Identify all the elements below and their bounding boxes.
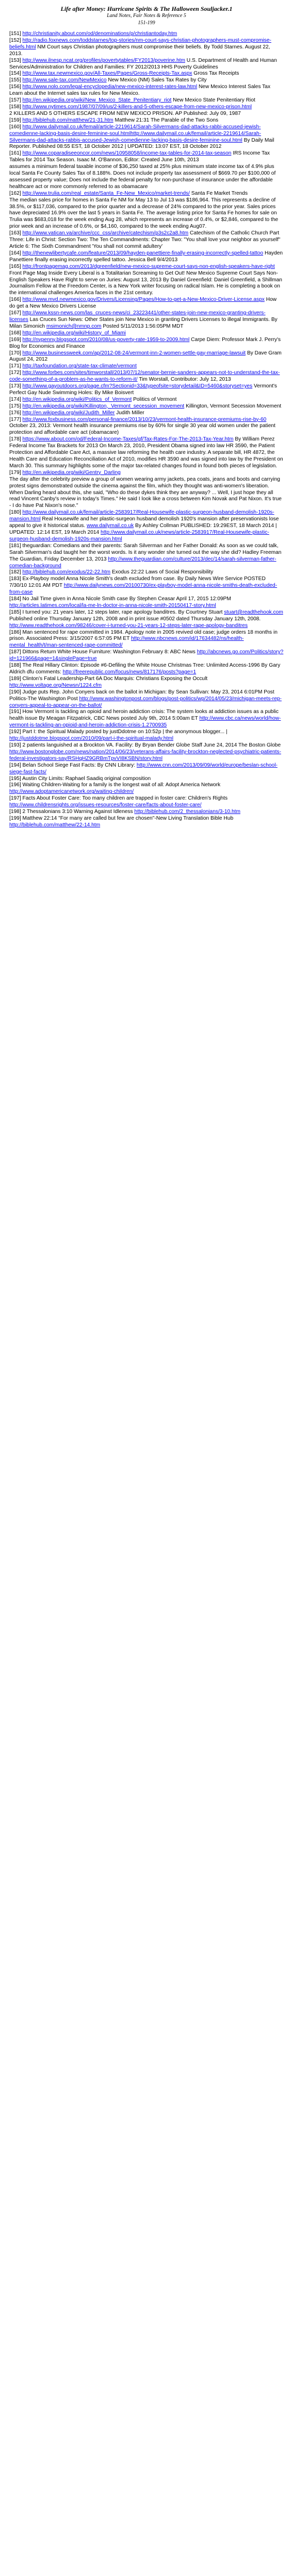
reference-entry <box>9 164 284 191</box>
reference-link[interactable]: http://www.businessweek.com/ap/2012-08-24/vermont-inn-2-women-settle-gay-marriage-lawsuit <box>22 350 246 356</box>
reference-entry <box>9 477 284 510</box>
reference-text: Part I: the Spiritual Malady posted by justDdotme on 10:52p | the anonymous blogger... | <box>22 729 227 735</box>
reference-entry <box>9 363 284 370</box>
reference-link[interactable]: http://biblehub.com/matthew/21-31.htm <box>22 117 113 123</box>
reference-entry <box>9 370 284 383</box>
reference-number: [199] <box>9 815 21 821</box>
reference-link[interactable]: http://en.wikipedia.org/wiki/Judith_Miller <box>22 410 115 416</box>
reference-entry <box>9 191 284 197</box>
reference-entry <box>9 795 284 809</box>
reference-text: Ex-Playboy model Anna Nicole Smith's death excluded from case. By Daily News Wire Service POSTED 7/30/10 12:01 AM PDT <box>9 576 266 589</box>
document-subtitle: Land Notes, Fair Notes & Reference 5 <box>107 13 186 19</box>
reference-link[interactable]: http://www.trulia.com/real_estate/Santa_Fe-New_Mexico/market-trends/ <box>22 190 190 196</box>
reference-number: [153] <box>9 57 21 63</box>
reference-number: [191] <box>9 709 21 715</box>
reference-text: NM Court says Christian photographers must compromise their beliefs. By Todd Starnes. August 22, 2013. <box>9 44 270 57</box>
reference-text: Killington, Vermont Secession Movement <box>184 403 282 409</box>
reference-number: [163] <box>9 230 21 236</box>
reference-number: [197] <box>9 795 21 802</box>
reference-entry <box>9 649 284 663</box>
reference-link[interactable]: www.dailymail.co.uk <box>87 523 134 529</box>
reference-text: How Vermont is tackling an opioid and heroin addiction crisis: The system looks at addiction issues as a public health issue By Meagan Fitzpatrick, CBC News posted July 9th, 2014 5:00am ET <box>9 709 279 722</box>
page-range: 151-199 <box>138 20 155 26</box>
reference-number: [165] <box>9 263 21 269</box>
reference-number: [182] <box>9 569 21 575</box>
reference-entry <box>9 689 284 709</box>
reference-link[interactable]: http://radio.foxnews.com/toddstarnes/top-stories/nm-court-says-christian-photographers-must-compromise-beliefs.html <box>9 37 271 50</box>
reference-entry <box>9 776 284 783</box>
reference-link[interactable]: http://biblehub.com/matthew/22-14.htm <box>9 822 101 828</box>
reference-text: Real Housewife and her plastic-surgeon husband demolish 1920's mansion after preservationists lose appeal to give it historical status. <box>9 516 279 529</box>
reference-link[interactable]: http://www.kssn-news.com/las_cruces-news/ci_23223441/other-states-join-new-mexico-granting-drivers-licenses <box>9 310 266 323</box>
reference-text: By Dave Gram August 24, 2012 <box>9 350 282 363</box>
reference-entry <box>9 596 284 609</box>
reference-entry <box>9 104 284 111</box>
reference-link[interactable]: http://nypenny.blogspot.com/2010/08/us-poverty-rate-1959-to-2009.html <box>22 336 190 343</box>
reference-text: New Mexico (NM) Sales Tax Rates by City <box>106 77 207 83</box>
reference-number: [154] <box>9 71 21 77</box>
reference-number: [171] <box>9 363 21 369</box>
reference-number: [177] <box>9 416 21 422</box>
reference-link[interactable]: http://en.wikipedia.org/wiki/History_of_Miami <box>22 330 126 336</box>
reference-entry <box>9 510 284 543</box>
reference-entry <box>9 397 284 403</box>
document-header <box>9 5 284 27</box>
reference-link[interactable]: http://abcnews.go.com/Politics/story?id=121966&page=1&singlePage=true <box>9 649 284 662</box>
reference-entry <box>9 543 284 570</box>
reference-link[interactable]: http://en.wikipedia.org/wiki/Killington,_Vermont_secession_movement <box>22 403 185 409</box>
reference-number: [166] <box>9 297 21 303</box>
reference-entry <box>9 330 284 337</box>
reference-link[interactable]: http://www.forbes.com/sites/timworstall/2013/07/12/senator-bernie-sanders-appears-not-to-understand-the-tax-code-something-of-a-problem-as-he-wants-to-reform-it/ <box>9 370 280 383</box>
reference-number: [174] <box>9 396 21 402</box>
reference-text: By Daily Mail Reporter. Published 08:55 EST, 18 October 2012 | UPDATED: 13:07 EST, 18 October 2012 <box>9 137 274 150</box>
reference-number: [188] <box>9 663 21 669</box>
reference-link[interactable]: http://frontpagemag.com/2013/dgreenfield/new-mexico-supreme-court-says-non-english-speakers-have-right <box>22 263 275 269</box>
reference-number: [184] <box>9 596 21 602</box>
reference-text: October 23, 2013: Vermont health insurance premiums rise by 60% for single 30 year old women under the patient protection and affordable care act (obamacare) <box>9 423 275 436</box>
reference-link[interactable]: http://www.readthehook.com/98246/cover-i-turned-you-21-years-12-steps-later-rape-apology-banditres <box>9 622 248 629</box>
reference-number: [187] <box>9 649 21 655</box>
reference-entry <box>9 410 284 417</box>
reference-text: Gross Tax Receipts <box>192 71 239 77</box>
reference-number: [190] <box>9 689 21 695</box>
reference-link[interactable]: http://www.vatican.va/archive/ccc_css/archive/catechism/p3s2c2a8.htm <box>22 230 189 236</box>
reference-entry <box>9 436 284 470</box>
reference-entry <box>9 71 284 77</box>
reference-text: Vermont's Perfect Gay Nude Swimming Holes: By Mike Boisvert <box>9 383 278 396</box>
reference-text: The Real Hillary Clinton: Episode #6-Defiling the White House Christmas Tree: Unlimited Access-1996 By Gary Aldrich dfu comments: <box>9 663 281 675</box>
reference-number: [152] <box>9 37 21 43</box>
reference-entry <box>9 809 284 816</box>
reference-entry <box>9 337 284 350</box>
reference-number: [183] <box>9 576 21 582</box>
reference-text: Published online Thursday January 12th, 2008 and in print issue #0502 dated Thursday January 12th, 2008. <box>9 616 261 622</box>
reference-text: The day after the celebrity preview a group of women wearing army jackets, pea coats, jeans and boots and carrying protest signs demonstrated outside the cinema against the film, which they thought was anti-women's liberation. When Darling heard about this, she said, "Who do these dykes think they are anyway? ... Well, I just hope they all read Vincent Canby's review in today's Times." He said I look like a cross between Kim Novak and Pat Nixon. It's true - I do have Pat Nixon's nose." <box>9 476 282 509</box>
reference-entry <box>9 383 284 397</box>
reference-entry <box>9 38 284 58</box>
reference-text: No Jail Time given in Anna Nicole Smith case By Stephen Ceasar April 17, 2015 12:09PM <box>22 596 231 602</box>
reference-link[interactable]: http://en.wikipedia.org/wiki/Gentry_Darling <box>22 469 121 476</box>
reference-number: [180] <box>9 510 21 516</box>
reference-text: Catechism of the Catholic Church Part Three: Life in Christ: Section Two: The Ten Commandments: Chapter Two: "You shall love your neighbor as yourself" Article 6: The Sixth Commandment 'You shall not commit adultery' <box>9 230 281 249</box>
reference-entry <box>9 297 284 310</box>
reference-entry <box>9 117 284 124</box>
reference-entry <box>9 111 284 117</box>
reference-text: By Ashley Collman PUBLISHED: 19:29EST, 18 March 2014 | UPDATED: 12:14 EST, 19 March 2014 <box>9 523 277 535</box>
reference-text: Waiting Children-Waiting for a family is the longest wait of all: Adopt America Network <box>22 782 221 788</box>
reference-text: Dittons Return White House Furniture: Washington February 8: ABC News <box>22 649 197 655</box>
reference-list <box>9 31 284 2576</box>
reference-link[interactable]: http://www.dailymail.co.uk/femail/article-2219614/Sarah-Silvermans-dad-attacks-rabbis-accused-Jewish-comedienne-lacking-basis-desire-feminine-soul.html <box>9 130 262 143</box>
reference-link[interactable]: http://articles.latimes.com/local/la-me-ln-doctor-in-anna-nicole-smith-20150417-story.html <box>9 602 216 608</box>
reference-text: theguardian: Comedians and their parents: Sarah Silverman and her Father Donald: As soon as we could talk, Sarah Silverman's dad taught her the worst words. Is it any wonder she turned out the way she did? Hadley Freeman The Guardian, Friday December 13, 2013 <box>9 543 282 562</box>
reference-number: [161] <box>9 150 21 157</box>
reference-entry <box>9 84 284 97</box>
reference-number: [158] <box>9 104 21 110</box>
reference-text: Front Page Mag Inside Every Liberal is a Totalitarian Screaming to Get Out! New Mexico Supreme Court Says Non-English Speakers Have Right to serve on Juries: August 13, 2013 By Daniel Greenfield: Daniel Greenfield, a Shillman Journalism Fellow at the Freedom Center, is a New York writer focusing on radical Islam. He is completing a book on the international challenges America faces in the 21st century. <box>9 270 282 296</box>
reference-link[interactable]: http://www.nytimes.com/1987/07/09/us/2-killers-and-5-others-escape-from-new-mexico-prison.html <box>22 104 252 110</box>
reference-text: New Mexico State Penitentiary Riot <box>171 97 255 104</box>
reference-text: IRS Income Tax Tables for 2014 Tax Season. Isaac M. O'Bannon, Editor: Created June 10th, 2013 <box>9 150 270 163</box>
reference-link[interactable]: http://en.wikipedia.org/wiki/Politics_of_Vermont <box>22 396 132 402</box>
reference-entry <box>9 264 284 297</box>
reference-entry <box>9 762 284 776</box>
reference-number: [169] <box>9 336 21 343</box>
reference-text: Matthew 22:14 "For many are called but few are chosen"-New Living Translation Bible Hub <box>22 815 234 821</box>
reference-number: [172] <box>9 370 21 376</box>
reference-text: Exodus 22:22 Laws of Social Responsibility <box>110 569 214 575</box>
reference-number: [156] <box>9 84 21 90</box>
reference-text: Hayden Panettiere finally erasing incorrectly spelled tattoo. Jessica Bell 9/4/2013 <box>9 250 283 263</box>
reference-link[interactable]: http://www.adoptamericanetwork.org/waiting-children/ <box>9 789 134 795</box>
reference-link[interactable]: http://www.dailymail.co.uk/news/article-2583917/Real-Housewife-plastic-surgeon-husband-demolish-1920s-mansion.html <box>9 529 269 542</box>
reference-text: How do get a New Mexico Drivers License <box>9 297 277 310</box>
reference-link[interactable]: http://www.dailymail.co.uk/femail/article-2583917/Real-Housewife-plastic-surgeon-husband-demolish-1920s-mansion.html <box>9 510 274 522</box>
reference-number: [167] <box>9 310 21 316</box>
reference-text: Judge puts Rep. John Conyers back on the ballot in Michigan: By Sean Sullivan: May 23, 2014 6:01PM Post Politics-The Washington Post <box>9 689 274 702</box>
reference-link[interactable]: http://www.ilnesp.ncat.org/profiles/povertytables/FY2013/poverine.htm <box>22 57 185 63</box>
reference-entry <box>9 569 284 576</box>
reference-text: Tim Worstall, Contributor: July 12, 2013 <box>137 377 231 383</box>
reference-entry <box>9 310 284 330</box>
reference-link[interactable]: http://www.voltage.org/Newsn/1224.cfm <box>9 682 102 688</box>
reference-number: [194] <box>9 762 21 768</box>
reference-entry <box>9 816 284 829</box>
reference-link[interactable]: http://www.nbcnews.com/id/17634482/ns/health-mental_health/t/man-sentenced-rape-committed/ <box>9 636 244 649</box>
reference-entry <box>9 782 284 795</box>
reference-entry <box>9 58 284 71</box>
reference-text: Clinton's Fatal Leadership-Part 6A Doc Marquis: Christians Exposing the Occult <box>22 675 208 682</box>
reference-number: [196] <box>9 782 21 788</box>
reference-link[interactable]: http://biblehub.com/2_thessalonians/3-10.htm <box>134 809 240 815</box>
reference-number: [192] <box>9 729 21 735</box>
reference-link[interactable]: https://www.about.com/od/Federal-Income-Taxes/gf/Tax-Rates-For-The-2013-Tax-Year.htm <box>22 436 234 443</box>
reference-text: 2 patients languished at a Brockton VA. Facility: By Bryan Bender Globe Staff June 24, 2014 The Boston Globe <box>22 742 281 748</box>
reference-number: [157] <box>9 97 21 104</box>
reference-link[interactable]: msimonich@nmnp.com <box>46 323 102 329</box>
reference-number: [176] <box>9 410 21 416</box>
reference-text: New Mexico Interest Sales Tax Learn about the Internet sales tax rules for New Mexico. <box>9 84 271 97</box>
reference-text: Carpe Diem: Professor Mark J. Perry's Blog for Economics and Finance <box>9 336 281 349</box>
reference-number: [170] <box>9 350 21 356</box>
reference-text: By William Perez Federal Income Tax Brackets for 2013 On March 23, 2010, President Obama signed into law HR 3590, the Patient Protection and Affordable Care Act, a massive law reforming the health care industry. A separate bill, HR 4872, the Health Care and Education Reconciliation Act of 2010, modifies HR 3590 and was signed into law by the President on March 30. This summary highlights some of the major tax-related changes found in found both pieces of legislation. <box>9 436 283 469</box>
reference-text: Austin City Limits: Raphael Saadiq original composition <box>22 775 151 782</box>
reference-entry <box>9 470 284 477</box>
reference-text: The median sales price for homes in Santa Fe NM for May 13 to Jul 13 was $186,964. This represents a decline of 38.5%, or $117,036, compared to the prior quarter and a decrease of 24% compared to the prior year. Sales prices have depreciated 16.9% over the last 5 years in Santa Fe. The average listing price for Santa Fe homes for sale on Trulia was $683,018 for the week ending Aug 28, which represents an increase of 0.4%, or $2,846, compared to the prior week and an increase of 0.6%, or $4,160, compared to the week ending Aug07. <box>9 197 279 230</box>
reference-link[interactable]: http://thenewlibertycafe.com/feature/2013/09/hayden-panettiere-finally-erasing-incorrectly-spelled-tattoo <box>22 250 264 256</box>
reference-entry <box>9 31 284 38</box>
reference-number: [181] <box>9 543 21 549</box>
reference-entry <box>9 609 284 630</box>
document-title: Life after Money: Hurricane Spirits & The Halloween Souljacker.1 <box>60 5 233 12</box>
reference-text: Facts About Foster Care: Too many children are trapped in foster care: Children's Rights <box>22 795 228 802</box>
reference-link[interactable]: http://www.cnn.com/2013/09/09/world/europe/beslan-school-siege-fast-facts/ <box>9 762 278 775</box>
reference-number: [173] <box>9 383 21 389</box>
reference-entry <box>9 97 284 104</box>
reference-number: [179] <box>9 469 21 476</box>
reference-entry <box>9 250 284 264</box>
reference-entry <box>9 350 284 364</box>
reference-entry <box>9 576 284 596</box>
reference-text: 2 KILLERS AND 5 OTHERS ESCAPE FROM NEW MEXICO PRISON. AP Published: July 09, 1987 <box>9 110 241 116</box>
reference-link[interactable]: http://www.washingtonpost.com/blogs/post-politics/wp/2014/05/23/michigan-meets-rep-conyers-appeal-to-appear-on-the-ballot/ <box>9 696 282 708</box>
reference-entry <box>9 150 284 164</box>
reference-link[interactable]: http://www.sale-tax.com/NewMexico <box>22 77 107 83</box>
reference-link[interactable]: http://taxfoundation.org/state-tax-climate/vermont <box>22 363 137 369</box>
reference-link[interactable]: http://biblehub.com/exodus/22-22.htm <box>22 569 110 575</box>
reference-link[interactable]: http://www.coparadiseeoncor.com/news/10958058/income-tax-tables-for-2014-tax-season <box>22 150 232 157</box>
reference-number: [189] <box>9 675 21 682</box>
reference-number: [168] <box>9 330 21 336</box>
reference-number: [186] <box>9 629 21 635</box>
reference-link[interactable]: http://www.childrensrights.org/issues-resources/foster-care/facts-about-foster-care/ <box>9 802 202 808</box>
reference-text: Santa Fe Market Trends <box>189 190 248 196</box>
reference-entry <box>9 124 284 151</box>
reference-link[interactable]: http://www.tax.newmexico.gov/All-Taxes/Pages/Gross-Receipts-Tax.aspx <box>22 71 192 77</box>
reference-entry <box>9 729 284 742</box>
reference-link[interactable]: stuart@readthehook.com <box>224 609 283 615</box>
reference-link[interactable]: http://www.dailymail.co.uk/femail/article-2219614/Sarah-Silvermans-dad-attacks-rabbi-accused-jewish-comedienne-lacking-basis-desire-feminine-soul.html <box>9 124 261 137</box>
reference-entry <box>9 742 284 762</box>
reference-number: [162] <box>9 190 21 196</box>
reference-link[interactable]: http://christianity.about.com/od/denominations/p/christiantoday.htm <box>22 31 177 37</box>
reference-link[interactable]: http://www.gayoutdoors.org/page.cfm?Sectionid=33&typeofsite=storydetail&ID=5460&storyset=yes <box>22 383 253 389</box>
reference-link[interactable]: http://www.bostonglobe.com/news/nation/2014/06/23/veterans-affairs-facility-brockton-neglected-psychiatric-patients-federal-investigators-say/RSHqHZ9GRBmTpvVI8KSBN/story.html <box>9 749 282 761</box>
reference-entry <box>9 403 284 410</box>
reference-link[interactable]: http://www.foxbusiness.com/personal-finance/2013/10/23/vermont-health-insurance-premiums-rise-by-60 <box>22 416 267 422</box>
reference-entry <box>9 663 284 676</box>
reference-entry <box>9 676 284 689</box>
reference-text: U.S. Department of Health and Human Services/Administration for Children and Families: FY 2012/2013 HHS Poverty Guidelines <box>9 57 277 70</box>
reference-link[interactable]: http://www.dailynews.com/20100730/ex-playboy-model-anna-nicole-smiths-death-excluded-from-case <box>9 583 278 596</box>
reference-number: [155] <box>9 77 21 83</box>
reference-number: [151] <box>9 31 21 37</box>
reference-number: [185] <box>9 609 21 615</box>
reference-text: 2 Thessalonians 3:10 Warning Against Idleness <box>22 809 135 815</box>
reference-link[interactable]: http://www.mvd.newmexico.gov/Drivers/Licensing/Pages/How-to-get-a-New-Mexico-Driver-License.aspx <box>22 297 265 303</box>
reference-entry <box>9 709 284 729</box>
reference-text: Man sentenced for rape committed in 1984. Apology note in 2005 revived old case; judge orders 18 months in prison. Associated Press: 3/15/2007 6:57:05 PM ET <box>9 629 278 642</box>
reference-number: [159] <box>9 117 21 123</box>
reference-link[interactable]: http://www.theguardian.com/culture/2013/dec/14/sarah-silverman-father-comedian-background <box>9 556 276 569</box>
reference-text: assumes a minimum federal taxable income of $36,250 taxed at 25% plus minimum state income tax of 4.9% plus local Santa Fe County Sales Tax of 8.188%. Does not include property tax assessment of $669.70 per $100,000 of assessed property value; Does not include the federal penalty for non-purchase of insurance under the affordable healthcare act or more commonly referred to as obamacare <box>9 164 276 190</box>
reference-link[interactable]: http://www.nolo.com/legal-encyclopedia/new-mexico-interest-rates-law.html <box>22 84 198 90</box>
reference-text: Matthew 21:31 The Parable of the Two Sons <box>113 117 219 123</box>
reference-number: [195] <box>9 775 21 782</box>
reference-number: [160] <box>9 124 21 130</box>
reference-number: [164] <box>9 250 21 256</box>
reference-text: I turned you: 21 years later, 12 steps later, rape apology banditres. By Courtney Stuart <box>22 609 224 615</box>
reference-entry <box>9 630 284 650</box>
reference-number: [175] <box>9 403 21 409</box>
reference-text: Las Cruces Sun News: Other States join New Mexico in granting Drivers Licenses to illegal Immigrants. By Milan Simonich <box>9 316 278 329</box>
reference-number: [178] <box>9 436 21 443</box>
reference-number: [198] <box>9 809 21 815</box>
reference-entry <box>9 77 284 84</box>
reference-entry <box>9 197 284 231</box>
reference-number: [193] <box>9 742 21 748</box>
reference-link[interactable]: http://freerepublic.com/focus/news/817176/posts?page=1 <box>62 669 197 675</box>
reference-entry <box>9 417 284 437</box>
reference-text: Posted 5/11/2013 1:56:05PM MDT <box>101 323 184 329</box>
reference-link[interactable]: http://en.wikipedia.org/wiki/New_Mexico_State_Penitentiary_riot <box>22 97 172 104</box>
reference-text: Judith Miller <box>115 410 144 416</box>
reference-link[interactable]: http://www.cbc.ca/news/world/how-vermont-is-tackling-an-opioid-and-heroin-addiction-crisis-1.2700935 <box>9 716 281 728</box>
reference-link[interactable]: http://justddotme.blogspot.com/2010/09/part-i-the-spiritual-malady.html <box>9 736 174 742</box>
reference-entry <box>9 230 284 250</box>
reference-text: Belan School Siege Fast Facts: By CNN Library: <box>22 762 137 768</box>
reference-text: Politics of Vermont <box>132 396 177 402</box>
